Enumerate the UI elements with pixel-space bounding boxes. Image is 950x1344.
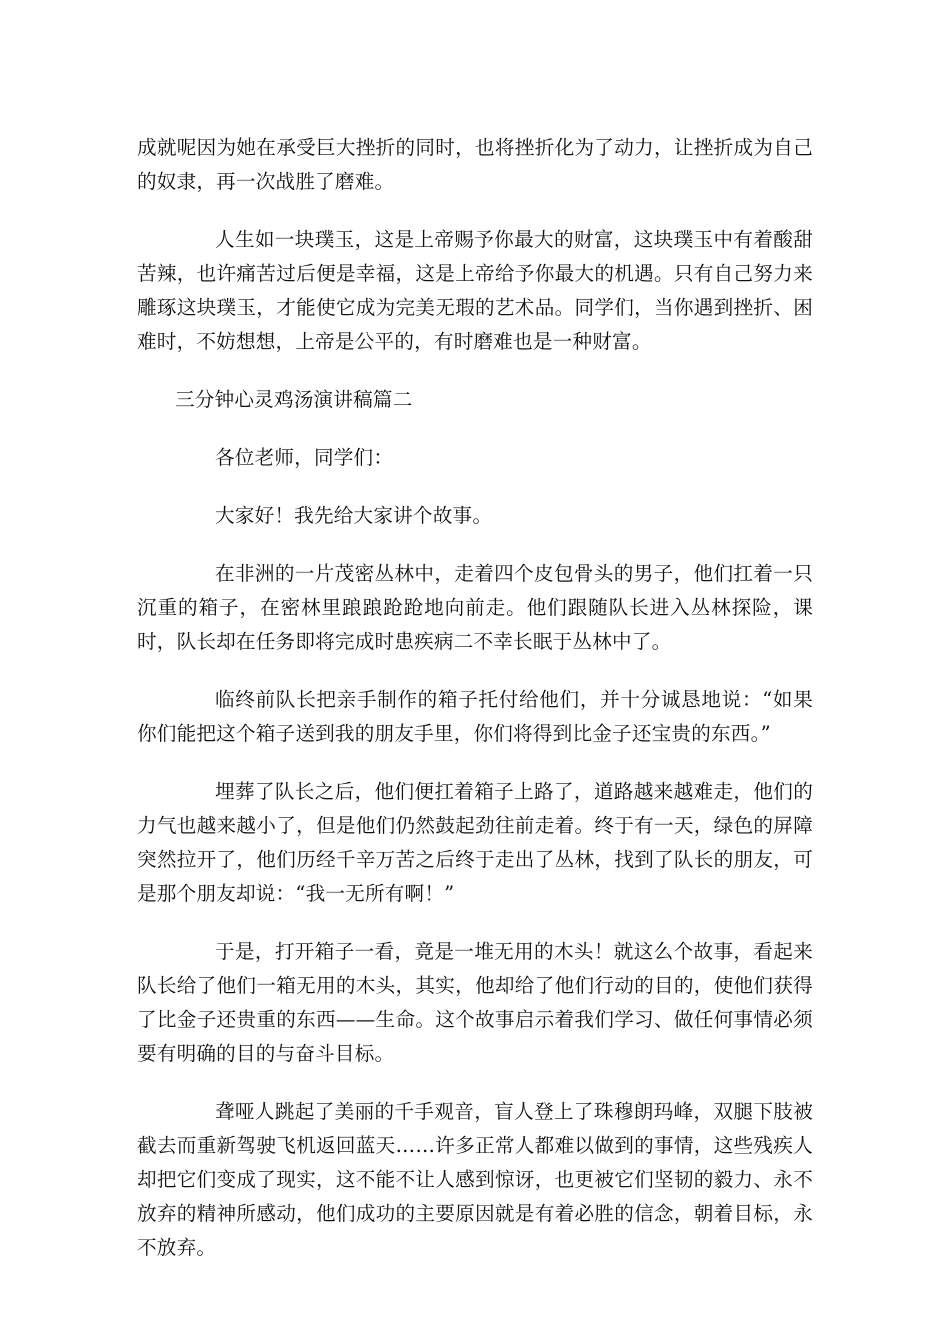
section-heading: 三分钟心灵鸡汤演讲稿篇二 — [175, 388, 413, 411]
paragraph-captain-request: 临终前队长把亲手制作的箱子托付给他们，并十分诚恳地说：“如果你们能把这个箱子送到我的朋友手里，你们将得到比金子还宝贵的东西。” — [137, 688, 813, 745]
paragraph-greeting: 大家好！我先给大家讲个故事。 — [215, 504, 493, 527]
paragraph-jade-metaphor: 人生如一块璞玉，这是上帝赐予你最大的财富，这块璞玉中有着酸甜苦辣，也许痛苦过后便是幸福，这是上帝给予你最大的机遇。只有自己努力来雕琢这块璞玉，才能使它成为完美无瑕的艺术品。同学们，当你遇到挫折、困难时，不妨想想，上帝是公平的，有时磨难也是一种财富。 — [137, 228, 813, 353]
paragraph-journey: 埋葬了队长之后，他们便扛着箱子上路了，道路越来越难走，他们的力气也越来越小了，但是他们仍然鼓起劲往前走着。终于有一天，绿色的屏障突然拉开了，他们历经千辛万苦之后终于走出了丛林，找到了队长的朋友，可是那个朋友却说：“我一无所有啊！” — [137, 780, 813, 905]
paragraph-continued: 成就呢因为她在承受巨大挫折的同时，也将挫折化为了动力，让挫折成为自己的奴隶，再一次战胜了磨难。 — [137, 136, 813, 193]
paragraph-salutation: 各位老师，同学们： — [215, 446, 394, 469]
paragraph-perseverance: 聋哑人跳起了美丽的千手观音，盲人登上了珠穆朗玛峰，双腿下肢被截去而重新驾驶飞机返回蓝天……许多正常人都难以做到的事情，这些残疾人却把它们变成了现实，这不能不让人感到惊讶，也更被它们坚韧的毅力、永不放弃的精神所感动，他们成功的主要原因就是有着必胜的信念，朝着目标，永不放弃。 — [137, 1100, 813, 1259]
paragraph-story-intro: 在非洲的一片茂密丛林中，走着四个皮包骨头的男子，他们扛着一只沉重的箱子，在密林里踉踉跄跄地向前走。他们跟随队长进入丛林探险，课时，队长却在任务即将完成时患疾病二不幸长眠于丛林中了。 — [137, 562, 813, 653]
paragraph-story-moral: 于是，打开箱子一看，竟是一堆无用的木头！就这么个故事，看起来队长给了他们一箱无用的木头，其实，他却给了他们行动的目的，使他们获得了比金子还贵重的东西——生命。这个故事启示着我们学习、做任何事情必须要有明确的目的与奋斗目标。 — [137, 940, 813, 1065]
document-body — [137, 131, 813, 1289]
